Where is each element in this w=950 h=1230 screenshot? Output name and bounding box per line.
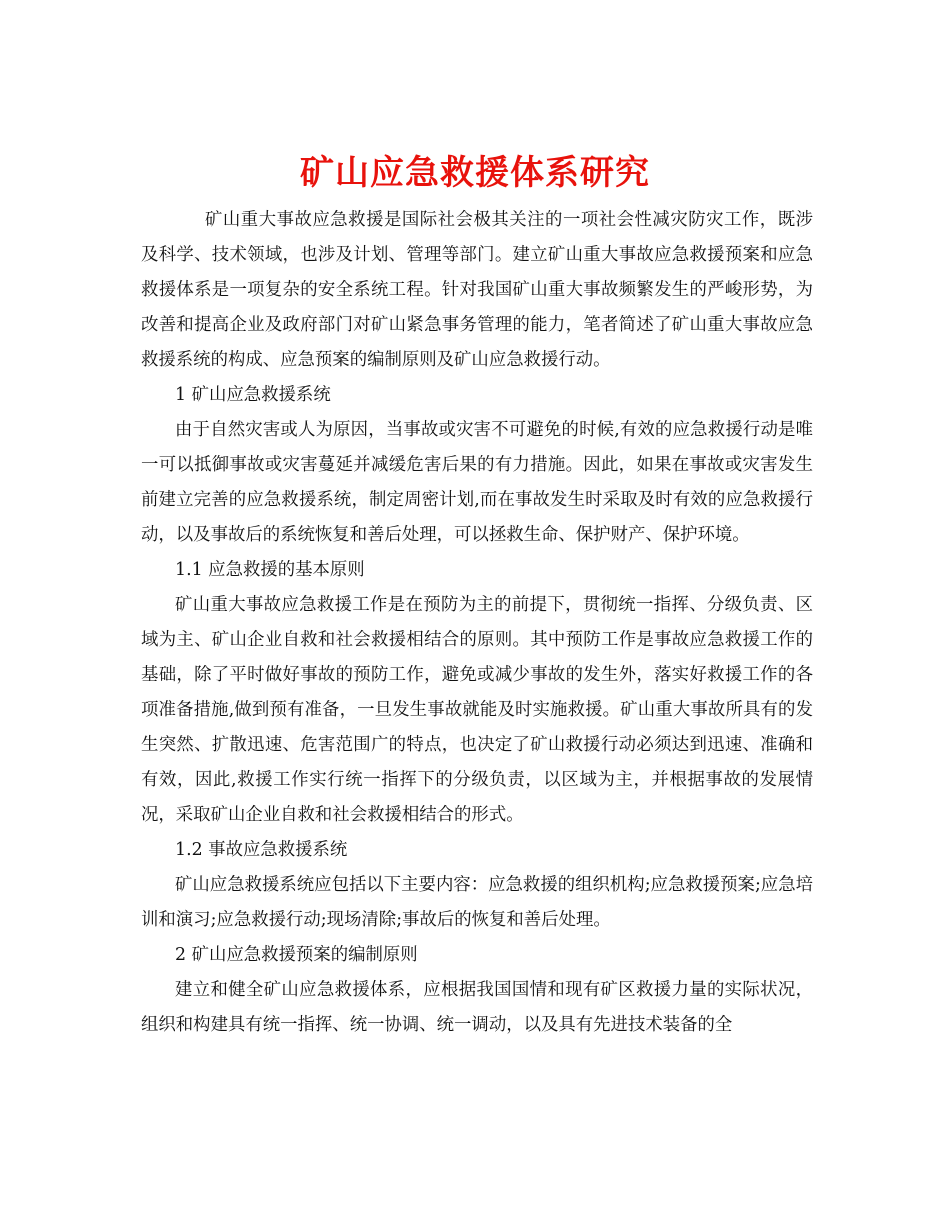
section-heading-1-1: 1.1 应急救援的基本原则 xyxy=(175,560,365,580)
section-1-2-paragraph: 矿山应急救援系统应包括以下主要内容：应急救援的组织机构;应急救援预案;应急培训和演习;应急救援行动;现场清除;事故后的恢复和善后处理。 xyxy=(141,875,813,930)
section-heading-2: 2 矿山应急救援预案的编制原则 xyxy=(175,945,418,965)
document-title: 矿山应急救援体系研究 xyxy=(300,152,650,193)
section-1-1-paragraph: 矿山重大事故应急救援工作是在预防为主的前提下，贯彻统一指挥、分级负责、区域为主、矿山企业自救和社会救援相结合的原则。其中预防工作是事故应急救援工作的基础，除了平时做好事故的预防工作，避免或减少事故的发生外，落实好救援工作的各项准备措施,做到预有准备，一旦发生事故就能及时实施救援。矿山重大事故所具有的发生突然、扩散迅速、危害范围广的特点，也决定了矿山救援行动必须达到迅速、准确和有效，因此,救援工作实行统一指挥下的分级负责，以区域为主，并根据事故的发展情况，采取矿山企业自救和社会救援相结合的形式。 xyxy=(141,595,813,825)
intro-paragraph: 矿山重大事故应急救援是国际社会极其关注的一项社会性减灾防灾工作，既涉及科学、技术领域，也涉及计划、管理等部门。建立矿山重大事故应急救援预案和应急救援体系是一项复杂的安全系统工程。针对我国矿山重大事故频繁发生的严峻形势，为改善和提高企业及政府部门对矿山紧急事务管理的能力，笔者简述了矿山重大事故应急救援系统的构成、应急预案的编制原则及矿山应急救援行动。 xyxy=(141,210,813,370)
section-1-paragraph: 由于自然灾害或人为原因，当事故或灾害不可避免的时候,有效的应急救援行动是唯一可以抵御事故或灾害蔓延并减缓危害后果的有力措施。因此，如果在事故或灾害发生前建立完善的应急救援系统，制定周密计划,而在事故发生时采取及时有效的应急救援行动，以及事故后的系统恢复和善后处理，可以拯救生命、保护财产、保护环境。 xyxy=(141,420,813,545)
section-2-paragraph: 建立和健全矿山应急救援体系，应根据我国国情和现有矿区救援力量的实际状况，组织和构建具有统一指挥、统一协调、统一调动，以及具有先进技术装备的全 xyxy=(141,980,813,1035)
section-heading-1-2: 1.2 事故应急救援系统 xyxy=(175,840,348,860)
section-heading-1: 1 矿山应急救援系统 xyxy=(175,385,331,405)
document-body xyxy=(141,203,813,1043)
